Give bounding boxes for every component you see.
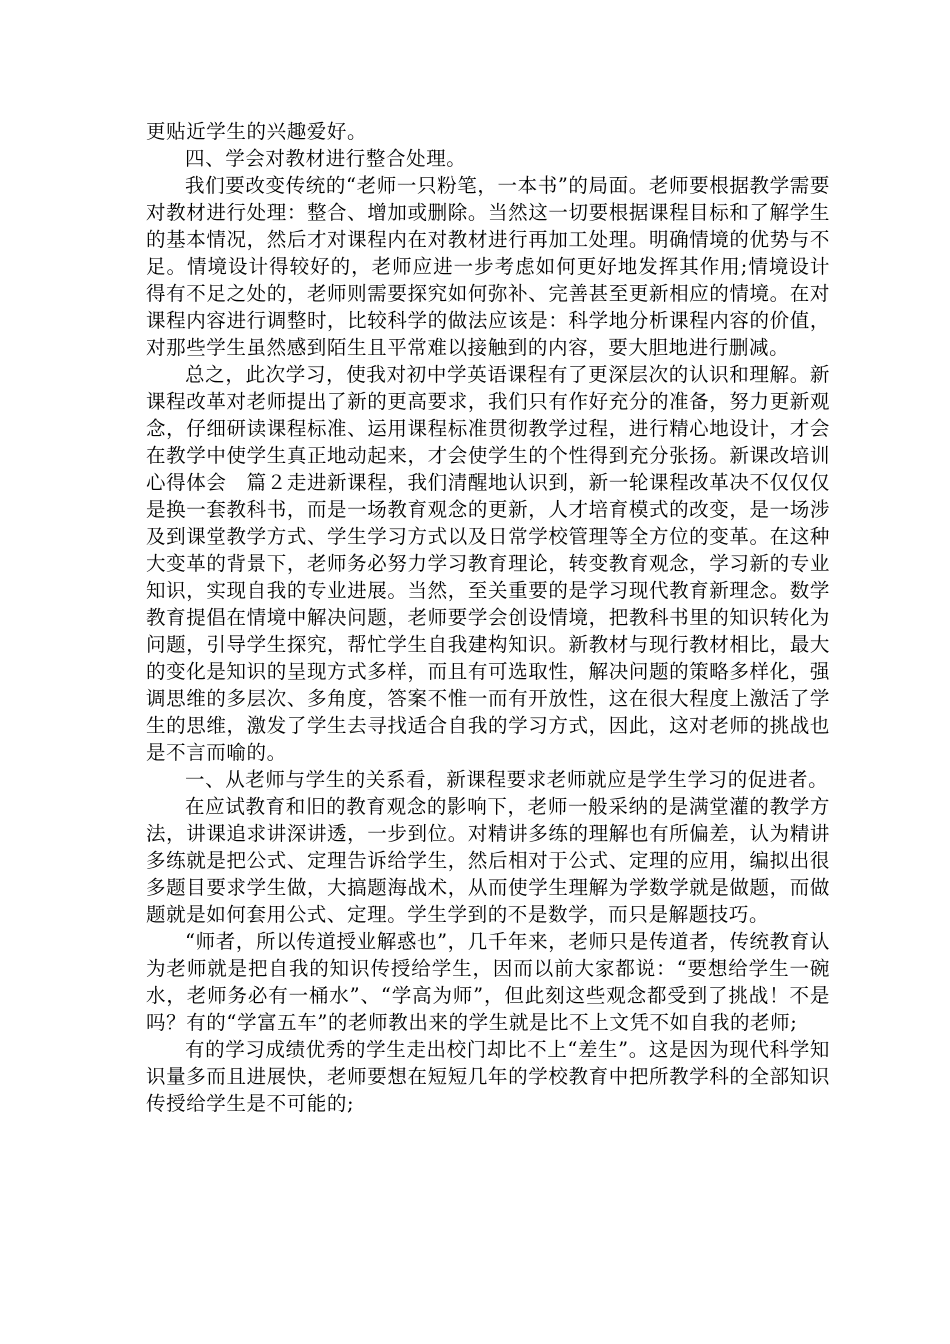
paragraph-2: 四、学会对教材进行整合处理。 [185, 147, 467, 170]
paragraph-5: 一、从老师与学生的关系看，新课程要求老师就应是学生学习的促进者。 [185, 768, 829, 791]
paragraph-3: 我们要改变传统的“老师一只粉笔，一本书”的局面。老师要根据教学需要对教材进行处理：整合、增加或删除。当然这一切要根据课程目标和了解学生的基本情况，然后才对课程内在对教材进行再加工处理。明确情境的优势与不足。情境设计得较好的，老师应进一步考虑如何更好地发挥其作用;情境设计得有不足之处的，老师则需要探究如何弥补、完善甚至更新相应的情境。在对课程内容进行调整时，比较科学的做法应该是：科学地分析课程内容的价值，对那些学生虽然感到陌生且平常难以接触到的内容，要大胆地进行删减。 [146, 174, 830, 359]
paragraph-8: 有的学习成绩优秀的学生走出校门却比不上“差生”。这是因为现代科学知识量多而且进展快，老师要想在短短几年的学校教育中把所教学科的全部知识传授给学生是不可能的; [146, 1038, 830, 1115]
paragraph-4: 总之，此次学习，使我对初中学英语课程有了更深层次的认识和理解。新课程改革对老师提出了新的更高要求，我们只有作好充分的准备，努力更新观念，仔细研读课程标准、运用课程标准贯彻教学过程，进行精心地设计，才会在教学中使学生真正地动起来，才会使学生的个性得到充分张扬。新课改培训心得体会 篇２走进新课程，我们清醒地认识到，新一轮课程改革决不仅仅仅是换一套教科书，而是一场教育观念的更新，人才培育模式的改变，是一场涉及到课堂教学方式、学生学习方式以及日常学校管理等全方位的变革。在这种大变革的背景下，老师务必努力学习教育理论，转变教育观念，学习新的专业知识，实现自我的专业进展。当然，至关重要的是学习现代教育新理念。数学教育提倡在情境中解决问题，老师要学会创设情境，把教科书里的知识转化为问题，引导学生探究，帮忙学生自我建构知识。新教材与现行教材相比，最大的变化是知识的呈现方式多样，而且有可选取性，解决问题的策略多样化，强调思维的多层次、多角度，答案不惟一而有开放性，这在很大程度上激活了学生的思维，激发了学生去寻找适合自我的学习方式，因此，这对老师的挑战也是不言而喻的。 [146, 363, 830, 764]
paragraph-1: 更贴近学生的兴趣爱好。 [146, 120, 368, 143]
document-body [146, 118, 830, 1117]
paragraph-6: 在应试教育和旧的教育观念的影响下，老师一般采纳的是满堂灌的教学方法，讲课追求讲深讲透，一步到位。对精讲多练的理解也有所偏差，认为精讲多练就是把公式、定理告诉给学生，然后相对于公式、定理的应用，编拟出很多题目要求学生做，大搞题海战术，从而使学生理解为学数学就是做题，而做题就是如何套用公式、定理。学生学到的不是数学，而只是解题技巧。 [146, 795, 830, 926]
paragraph-7: “师者，所以传道授业解惑也”，几千年来，老师只是传道者，传统教育认为老师就是把自我的知识传授给学生，因而以前大家都说：“要想给学生一碗水，老师务必有一桶水”、“学高为师”，但此刻这些观念都受到了挑战！不是吗？有的“学富五车”的老师教出来的学生就是比不上文凭不如自我的老师; [146, 930, 830, 1034]
